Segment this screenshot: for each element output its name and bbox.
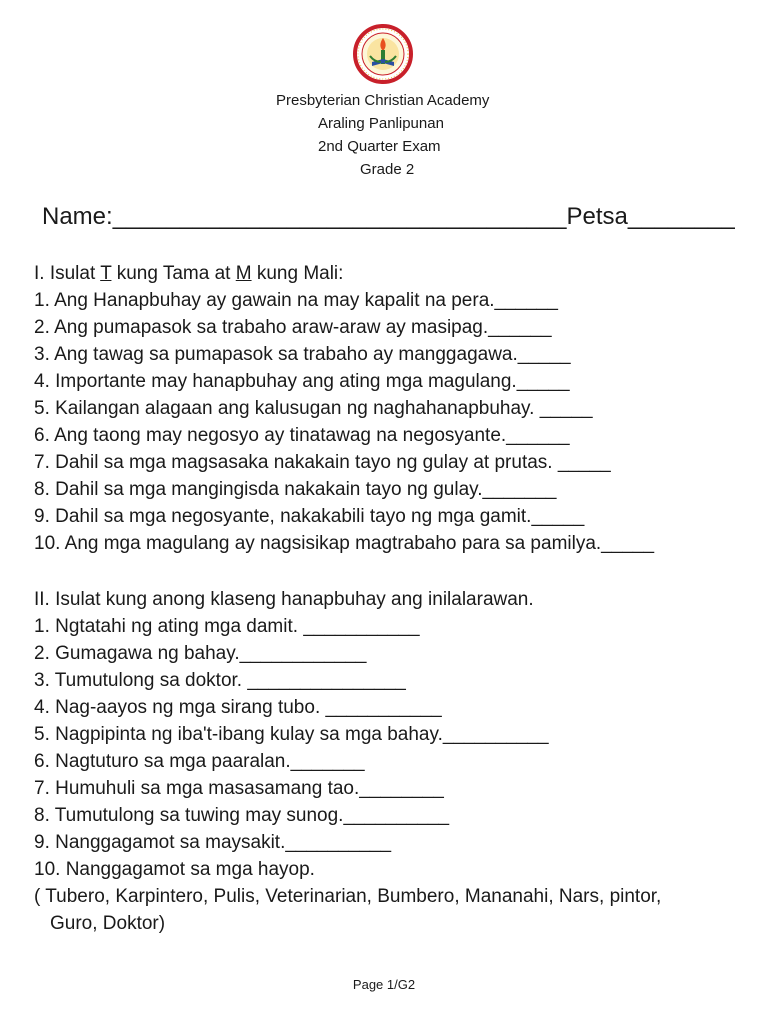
- question-item: 9. Nanggagamot sa maysakit.__________: [34, 832, 392, 853]
- subject-name: Araling Panlipunan: [318, 115, 444, 132]
- question-item: 2. Gumagawa ng bahay.____________: [34, 643, 367, 664]
- question-item: 2. Ang pumapasok sa trabaho araw-araw ay masipag.______: [34, 317, 552, 338]
- school-name: Presbyterian Christian Academy: [276, 92, 490, 109]
- question-item: 10. Ang mga magulang ay nagsisikap magtrabaho para sa pamilya._____: [34, 533, 655, 554]
- name-field[interactable]: Name:__________________________________: [42, 203, 567, 230]
- question-item: 1. Ngtatahi ng ating mga damit. ___________: [34, 616, 420, 637]
- question-item: 4. Nag-aayos ng mga sirang tubo. ___________: [34, 697, 442, 718]
- part1-section: [34, 260, 654, 557]
- question-item: 3. Tumutulong sa doktor. _______________: [34, 670, 406, 691]
- exam-header: [0, 89, 768, 181]
- part1-instruction: [34, 260, 654, 287]
- choices-line: Guro, Doktor): [50, 913, 166, 934]
- date-field[interactable]: Petsa________: [566, 203, 735, 230]
- exam-title: 2nd Quarter Exam: [318, 138, 441, 155]
- choices-line: ( Tubero, Karpintero, Pulis, Veterinarian, Bumbero, Mananahi, Nars, pintor,: [34, 886, 662, 907]
- question-item: 7. Humuhuli sa mga masasamang tao.________: [34, 778, 444, 799]
- part2-section: [34, 586, 734, 937]
- page-number: Page 1/G2: [352, 977, 416, 992]
- question-item: 4. Importante may hanapbuhay ang ating mga magulang._____: [34, 371, 570, 392]
- name-date-line: [42, 200, 735, 234]
- school-seal-logo: [353, 24, 413, 84]
- question-item: 9. Dahil sa mga negosyante, nakakabili tayo ng mga gamit._____: [34, 506, 585, 527]
- instruction-text: kung Tama at: [111, 263, 236, 284]
- grade-level: Grade 2: [360, 161, 415, 178]
- question-item: 3. Ang tawag sa pumapasok sa trabaho ay manggagawa._____: [34, 344, 571, 365]
- instruction-text: kung Mali:: [251, 263, 344, 284]
- question-item: 6. Ang taong may negosyo ay tinatawag na negosyante.______: [34, 425, 570, 446]
- question-item: 1. Ang Hanapbuhay ay gawain na may kapalit na pera.______: [34, 290, 558, 311]
- question-item: 5. Nagpipinta ng iba't-ibang kulay sa mga bahay.__________: [34, 724, 549, 745]
- question-item: 8. Dahil sa mga mangingisda nakakain tayo ng gulay._______: [34, 479, 557, 500]
- instruction-text: I. Isulat: [34, 263, 101, 284]
- part2-instruction: II. Isulat kung anong klaseng hanapbuhay ang inilalarawan.: [34, 589, 534, 610]
- question-item: 8. Tumutulong sa tuwing may sunog.__________: [34, 805, 450, 826]
- letter-t: T: [100, 263, 112, 284]
- question-item: 10. Nanggagamot sa mga hayop.: [34, 859, 315, 880]
- question-item: 6. Nagtuturo sa mga paaralan._______: [34, 751, 365, 772]
- answer-choices: [34, 883, 734, 937]
- question-item: 7. Dahil sa mga magsasaka nakakain tayo ng gulay at prutas. _____: [34, 452, 611, 473]
- letter-m: M: [235, 263, 252, 284]
- question-item: 5. Kailangan alagaan ang kalusugan ng naghahanapbuhay. _____: [34, 398, 593, 419]
